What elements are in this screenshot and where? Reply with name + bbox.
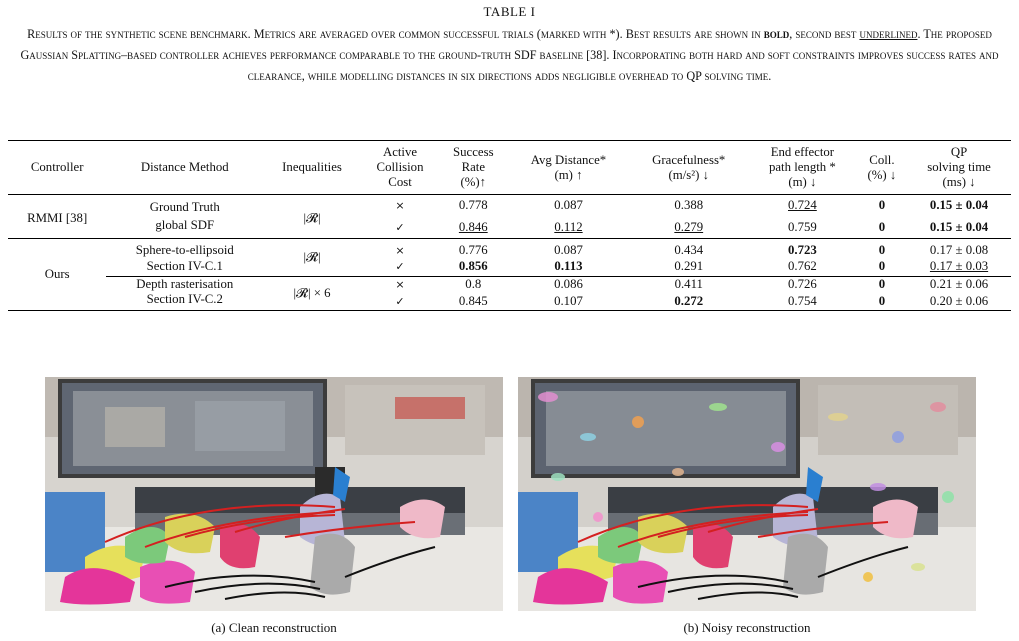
collision-cell: 0 (878, 243, 886, 257)
controller-rmmi: RMMI [38] (27, 210, 88, 225)
table-row (8, 292, 1011, 311)
header-row (8, 141, 1011, 195)
avg-distance-cell: 0.087 (554, 198, 583, 213)
success-cell: 0.856 (458, 259, 488, 274)
method-label: Ground Truth (149, 199, 220, 214)
clean-reconstruction-image (45, 377, 503, 611)
method-label: Sphere-to-ellipsoid (135, 243, 234, 257)
path-length-cell: 0.724 (787, 198, 817, 213)
header-collisions: Coll. (%) ↓ (867, 152, 897, 182)
inequalities-cell: |𝓡| × 6 (293, 285, 331, 300)
header-distance-method: Distance Method (140, 160, 229, 174)
header-path-length: End effector path length * (m) ↓ (768, 145, 836, 189)
caption-part-2: , second best (789, 27, 860, 41)
path-length-cell: 0.726 (787, 276, 817, 291)
method-label: Section IV-C.2 (146, 292, 223, 306)
collision-cost-cell: ✓ (395, 220, 405, 234)
collision-cost-cell: × (395, 277, 405, 291)
header-inequalities: Inequalities (282, 160, 342, 174)
success-cell: 0.778 (458, 198, 488, 213)
collision-cell: 0 (878, 276, 886, 291)
avg-distance-cell: 0.112 (554, 219, 583, 234)
noisy-reconstruction-image (518, 377, 976, 611)
path-length-cell: 0.723 (787, 243, 817, 257)
path-length-cell: 0.762 (787, 259, 817, 274)
qp-time-cell: 0.17 ± 0.03 (929, 259, 989, 274)
collision-cost-cell: ✓ (395, 294, 405, 308)
table-row (8, 258, 1011, 276)
method-label: Section IV-C.1 (146, 259, 223, 274)
caption-part-1: Results of the synthetic scene benchmark. Metrics are averaged over common successful trials (marked with *). Best results are shown in (27, 27, 764, 41)
table-row (8, 217, 1011, 239)
gracefulness-cell: 0.388 (674, 198, 704, 213)
inequalities-cell: |𝓡| (303, 210, 321, 225)
header-controller: Controller (30, 160, 84, 174)
caption-bold-word: bold (763, 27, 790, 41)
clean-reconstruction-caption: (a) Clean reconstruction (211, 620, 337, 635)
gracefulness-cell: 0.291 (674, 259, 704, 274)
qp-time-cell: 0.20 ± 0.06 (929, 293, 989, 308)
avg-distance-cell: 0.087 (554, 243, 583, 257)
caption-part-3: . The proposed Gaussian Splatting–based controller achieves performance comparable to the ground-truth SDF baseline [38]. Incorporating both hard and soft constraints improves success rates and clearance, while modelling distances in six directions adds negligible overhead to QP solving time. (20, 27, 999, 83)
method-label: Depth rasterisation (136, 276, 234, 291)
avg-distance-cell: 0.113 (554, 259, 583, 274)
qp-time-cell: 0.15 ± 0.04 (929, 198, 989, 213)
avg-distance-cell: 0.086 (554, 276, 583, 291)
table-row (8, 276, 1011, 292)
avg-distance-cell: 0.107 (554, 293, 583, 308)
header-qp-time: QP solving time (ms) ↓ (927, 145, 991, 189)
success-cell: 0.845 (458, 293, 488, 308)
gracefulness-cell: 0.411 (674, 276, 703, 291)
caption-underlined-word: underlined (859, 27, 918, 41)
collision-cell: 0 (878, 198, 886, 213)
collision-cell: 0 (878, 293, 886, 308)
success-cell: 0.776 (458, 243, 488, 257)
path-length-cell: 0.759 (787, 219, 817, 234)
qp-time-cell: 0.17 ± 0.08 (929, 243, 989, 257)
table-row (8, 195, 1011, 217)
qp-time-cell: 0.21 ± 0.06 (929, 276, 989, 291)
results-table (8, 140, 1011, 311)
gracefulness-cell: 0.279 (674, 219, 704, 234)
header-gracefulness: Gracefulness* (m/s²) ↓ (652, 152, 726, 182)
header-success-rate: Success Rate (%)↑ (453, 145, 494, 189)
method-label: global SDF (155, 217, 215, 232)
qp-time-cell: 0.15 ± 0.04 (929, 219, 989, 234)
success-cell: 0.846 (458, 219, 488, 234)
table-title: TABLE I (483, 4, 536, 19)
table-row (8, 239, 1011, 259)
path-length-cell: 0.754 (787, 293, 817, 308)
collision-cell: 0 (878, 259, 886, 274)
collision-cost-cell: ✓ (395, 260, 405, 274)
header-active-collision-cost: Active Collision Cost (376, 145, 424, 189)
inequalities-cell: |𝓡| (303, 249, 321, 264)
gracefulness-cell: 0.272 (674, 293, 704, 308)
collision-cell: 0 (878, 219, 886, 234)
table-caption (8, 24, 1011, 87)
controller-ours: Ours (44, 267, 70, 281)
collision-cost-cell: × (395, 244, 405, 257)
collision-cost-cell: × (395, 199, 405, 213)
header-avg-distance: Avg Distance* (m) ↑ (530, 152, 607, 182)
success-cell: 0.8 (465, 276, 482, 291)
gracefulness-cell: 0.434 (674, 243, 704, 257)
noisy-reconstruction-caption: (b) Noisy reconstruction (683, 620, 811, 635)
